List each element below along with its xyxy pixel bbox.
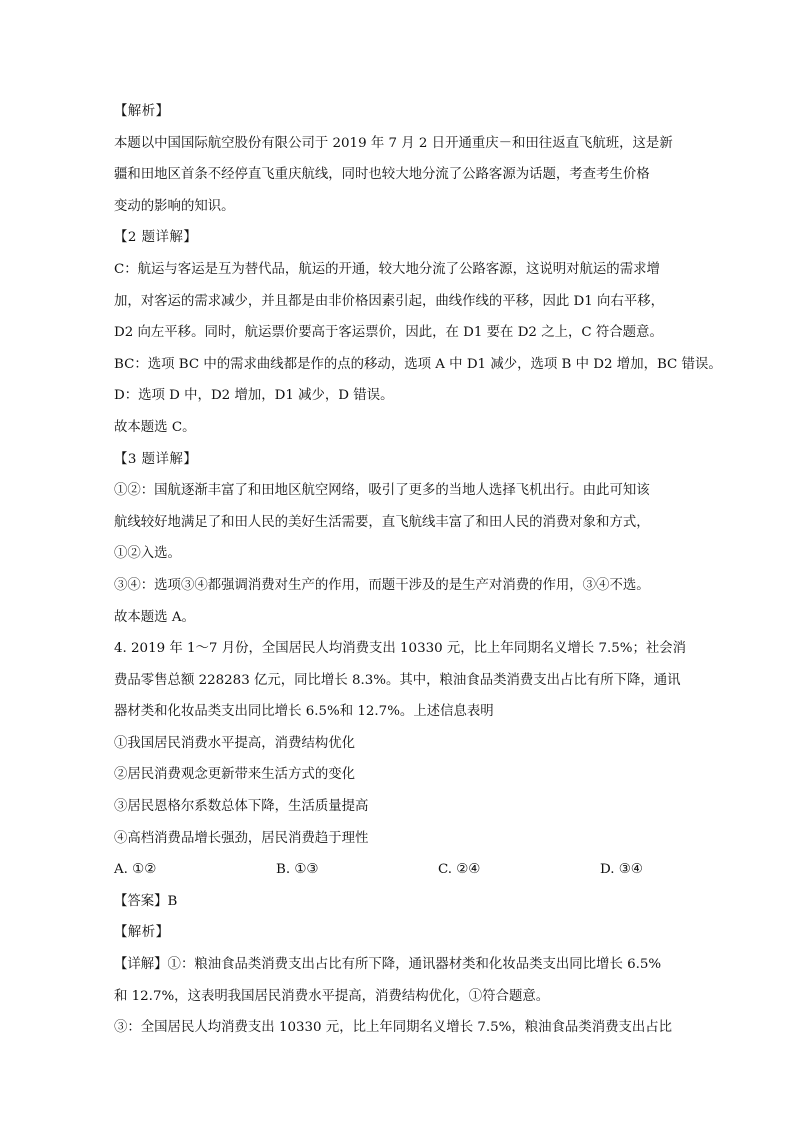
section-heading-q3: 【3 题详解】 <box>114 451 198 467</box>
conclusion-line: 故本题选 A。 <box>114 609 195 625</box>
statement-item: ④高档消费品增长强劲，居民消费趋于理性 <box>114 830 369 846</box>
paragraph-line: 【详解】①：粮油食品类消费支出占比有所下降，通讯器材类和化妆品类支出同比增长 6.5% <box>114 957 662 973</box>
paragraph-line: ①②入选。 <box>114 546 181 562</box>
conclusion-line: 故本题选 C。 <box>114 419 196 435</box>
question-4-stem: 费品零售总额 228283 亿元，同比增长 8.3%。其中，粮油食品类消费支出占比有所下降，通讯 <box>114 672 681 688</box>
paragraph-line: BC：选项 BC 中的需求曲线都是作的点的移动，选项 A 中 D1 减少，选项 B 中 D2 增加，BC 错误。 <box>114 356 722 372</box>
paragraph-line: C：航运与客运是互为替代品，航运的开通，较大地分流了公路客源，这说明对航运的需求增 <box>114 261 660 277</box>
answer-options <box>114 854 686 886</box>
statement-item: ③居民恩格尔系数总体下降，生活质量提高 <box>114 799 369 815</box>
paragraph-line: 本题以中国国际航空股份有限公司于 2019 年 7 月 2 日开通重庆－和田往返直飞航班，这是新 <box>114 135 673 151</box>
answer-line: 【答案】B <box>114 893 178 909</box>
question-4-stem: 4. 2019 年 1～7 月份，全国居民人均消费支出 10330 元，比上年同期名义增长 7.5%；社会消 <box>114 641 687 657</box>
statement-item: ①我国居民消费水平提高，消费结构优化 <box>114 735 356 751</box>
paragraph-line: ③：全国居民人均消费支出 10330 元，比上年同期名义增长 7.5%，粮油食品类消费支出占比 <box>114 1020 673 1036</box>
option-d: D. ③④ <box>600 862 643 878</box>
paragraph-line: ①②：国航逐渐丰富了和田地区航空网络，吸引了更多的当地人选择飞机出行。由此可知该 <box>114 483 650 499</box>
question-4-stem: 器材类和化妆品类支出同比增长 6.5%和 12.7%。上述信息表明 <box>114 704 494 720</box>
paragraph-line: ③④：选项③④都强调消费对生产的作用，而题干涉及的是生产对消费的作用，③④不选。 <box>114 577 650 593</box>
section-heading-q2: 【2 题详解】 <box>114 230 198 246</box>
section-heading-analysis: 【解析】 <box>114 925 170 941</box>
paragraph-line: D：选项 D 中，D2 增加，D1 减少，D 错误。 <box>114 388 394 404</box>
option-b: B. ①③ <box>276 862 319 878</box>
statement-item: ②居民消费观念更新带来生活方式的变化 <box>114 767 356 783</box>
paragraph-line: 加，对客运的需求减少，并且都是由非价格因素引起，曲线作线的平移，因此 D1 向右平移， <box>114 293 664 309</box>
option-a: A. ①② <box>114 862 157 878</box>
paragraph-line: 疆和田地区首条不经停直飞重庆航线，同时也较大地分流了公路客源为话题，考查考生价格 <box>114 167 650 183</box>
option-c: C. ②④ <box>438 862 481 878</box>
paragraph-line: D2 向左平移。同时，航运票价要高于客运票价，因此，在 D1 要在 D2 之上，C 符合题意。 <box>114 325 663 341</box>
paragraph-line: 变动的影响的知识。 <box>114 198 235 214</box>
paragraph-line: 和 12.7%，这表明我国居民消费水平提高，消费结构优化，①符合题意。 <box>114 988 550 1004</box>
section-heading-analysis: 【解析】 <box>114 104 170 119</box>
document-page <box>114 96 722 1044</box>
paragraph-line: 航线较好地满足了和田人民的美好生活需要，直飞航线丰富了和田人民的消费对象和方式， <box>114 514 650 530</box>
